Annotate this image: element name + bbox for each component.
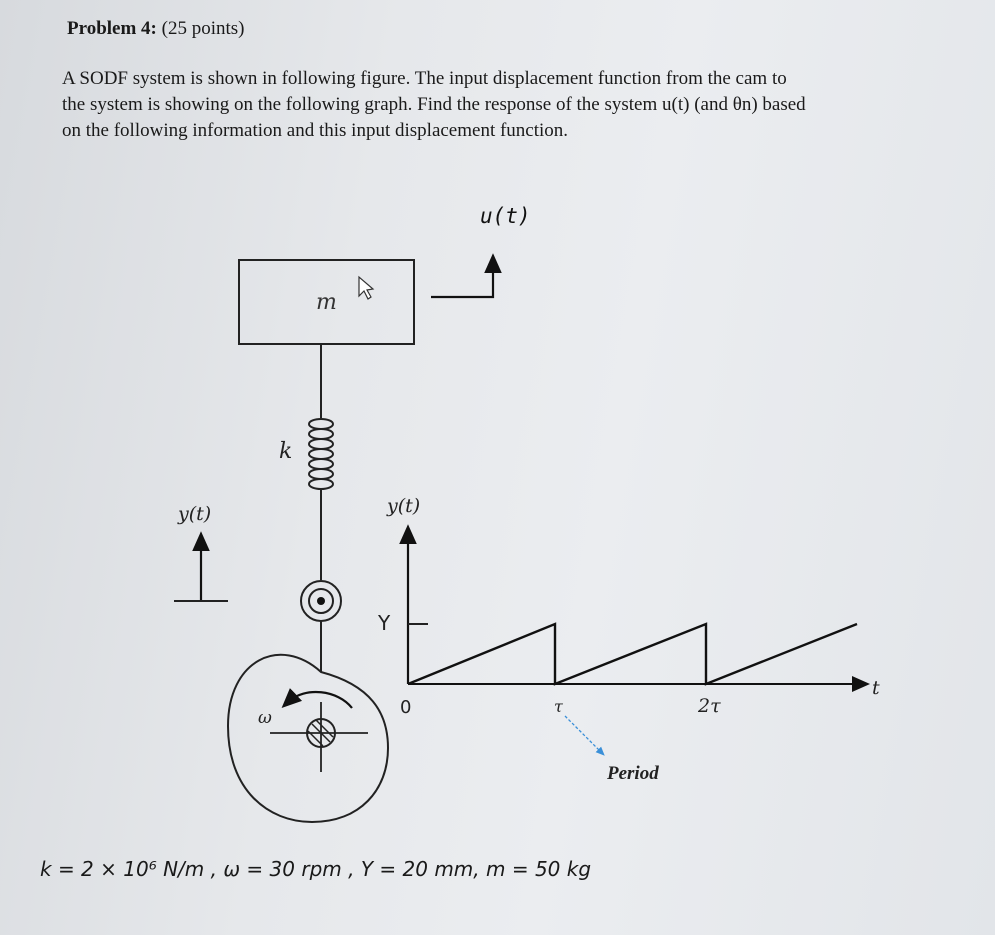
- problem-label: Problem 4:: [67, 18, 157, 39]
- period-pointer: [565, 716, 602, 753]
- period-label: Period: [607, 763, 659, 784]
- problem-points: (25 points): [161, 18, 245, 39]
- rotation-arrow-icon: [288, 692, 352, 708]
- omega-label: ω: [258, 708, 272, 728]
- graph-y-label: y(t): [387, 495, 421, 517]
- input-label-left: y(t): [178, 503, 212, 525]
- spring-label: k: [279, 439, 293, 464]
- tick-2tau: 2τ: [698, 695, 721, 717]
- mass-label: m: [316, 290, 337, 315]
- statement-line-3: on the following information and this input displacement function.: [62, 120, 569, 141]
- cursor-icon: [359, 277, 373, 299]
- tick-tau: τ: [554, 697, 563, 716]
- follower-pin: [317, 597, 325, 605]
- graph-x-label: t: [872, 677, 880, 699]
- origin-label: 0: [400, 697, 412, 718]
- given-parameters: k = 2 × 10⁶ N/m , ω = 30 rpm , Y = 20 mm, m = 50 kg: [40, 857, 592, 881]
- amplitude-label: Y: [378, 611, 391, 635]
- output-label: u(t): [480, 204, 531, 228]
- statement-line-2: the system is showing on the following graph. Find the response of the system u(t) (and θn) based: [62, 94, 806, 115]
- output-step-line: [431, 262, 493, 297]
- statement-line-1: A SODF system is shown in following figure. The input displacement function from the cam to: [62, 68, 787, 89]
- sawtooth-waveform: [408, 624, 857, 684]
- spring: [309, 419, 333, 489]
